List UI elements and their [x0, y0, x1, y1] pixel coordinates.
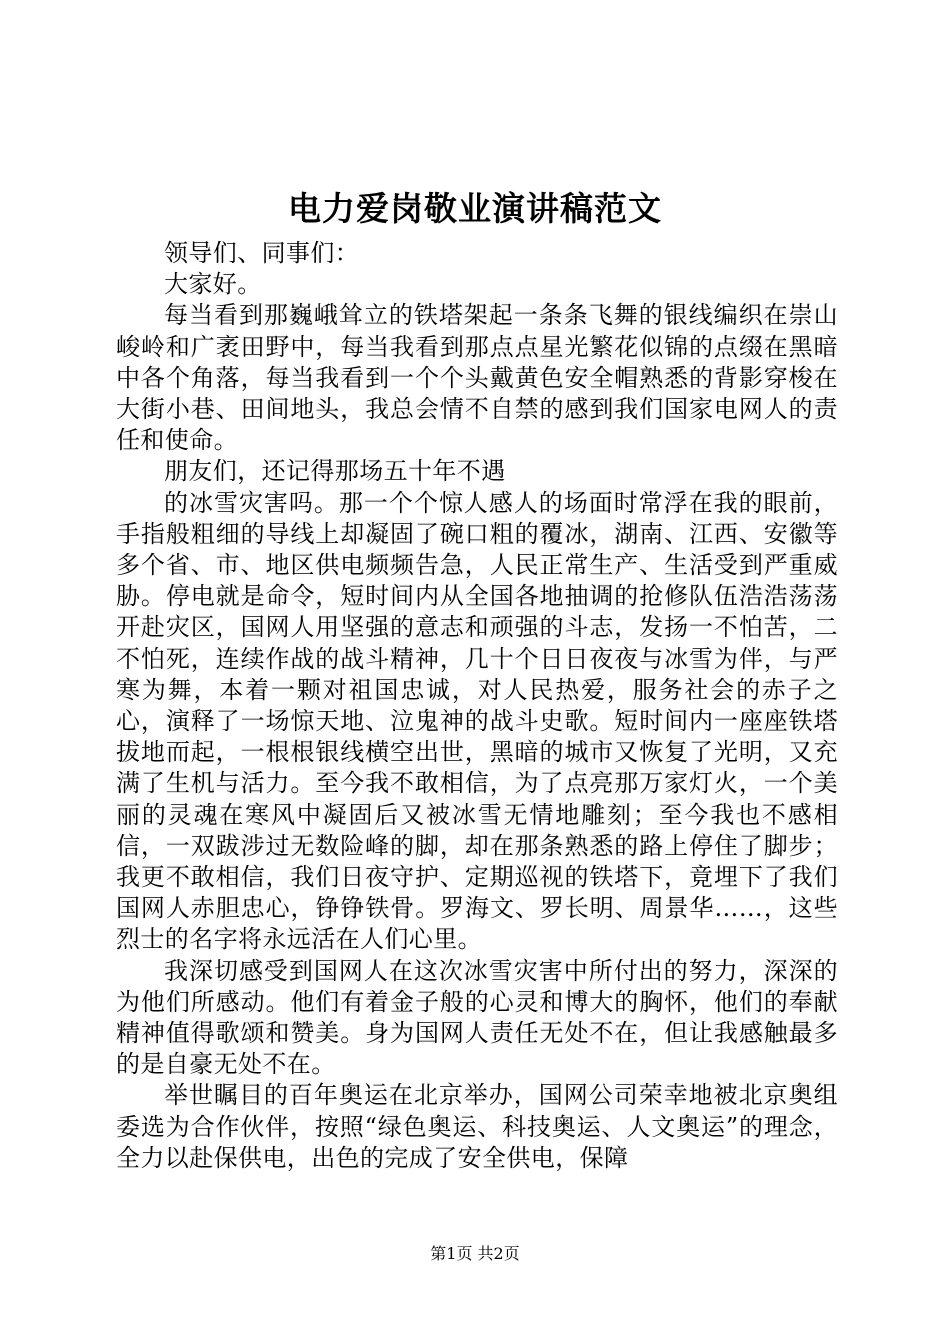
paragraph-1: 每当看到那巍峨耸立的铁塔架起一条条飞舞的银线编织在崇山峻岭和广袤田野中，每当我看到那点点星光繁花似锦的点缀在黑暗中各个角落，每当我看到一个个头戴黄色安全帽熟悉的背影穿梭在大街小巷、田间地头，我总会情不自禁的感到我们国家电网人的责任和使命。 [116, 301, 838, 455]
paragraph-greeting: 大家好。 [164, 270, 262, 299]
paragraph-5: 举世瞩目的百年奥运在北京举办，国网公司荣幸地被北京奥组委选为合作伙伴，按照“绿色奥运、科技奥运、人文奥运”的理念，全力以赴保供电，出色的完成了安全供电，保障 [116, 1081, 838, 1172]
paragraph-salutation: 领导们、同事们： [164, 239, 360, 267]
paragraph-4: 我深切感受到国网人在这次冰雪灾害中所付出的努力，深深的为他们所感动。他们有着金子般的心灵和博大的胸怀，他们的奉献精神值得歌颂和赞美。身为国网人责任无处不在，但让我感触最多的是自豪无处不在。 [116, 956, 838, 1079]
document-title: 电力爱岗敬业演讲稿范文 [288, 189, 662, 228]
paragraph-3: 的冰雪灾害吗。那一个个惊人感人的场面时常浮在我的眼前，手指般粗细的导线上却凝固了碗口粗的覆冰，湖南、江西、安徽等多个省、市、地区供电频频告急，人民正常生产、生活受到严重威胁。停电就是命令，短时间内从全国各地抽调的抢修队伍浩浩荡荡开赴灾区，国网人用坚强的意志和顽强的斗志，发扬一不怕苦，二不怕死，连续作战的战斗精神，几十个日日夜夜与冰雪为伴，与严寒为舞，本着一颗对祖国忠诚，对人民热爱，服务社会的赤子之心，演释了一场惊天地、泣鬼神的战斗史歌。短时间内一座座铁塔拔地而起，一根根银线横空出世，黑暗的城市又恢复了光明，又充满了生机与活力。至今我不敢相信，为了点亮那万家灯火，一个美丽的灵魂在寒风中凝固后又被冰雪无情地雕刻；至今我也不感相信，一双跋涉过无数险峰的脚，却在那条熟悉的路上停住了脚步；我更不敢相信，我们日夜守护、定期巡视的铁塔下，竟埋下了我们国网人赤胆忠心，铮铮铁骨。罗海文、罗长明、周景华……，这些烈士的名字将永远活在人们心里。 [116, 488, 838, 954]
page-number-footer: 第1页 共2页 [430, 1244, 520, 1263]
document-body [116, 238, 838, 1174]
paragraph-2: 朋友们，还记得那场五十年不遇 [164, 457, 506, 486]
